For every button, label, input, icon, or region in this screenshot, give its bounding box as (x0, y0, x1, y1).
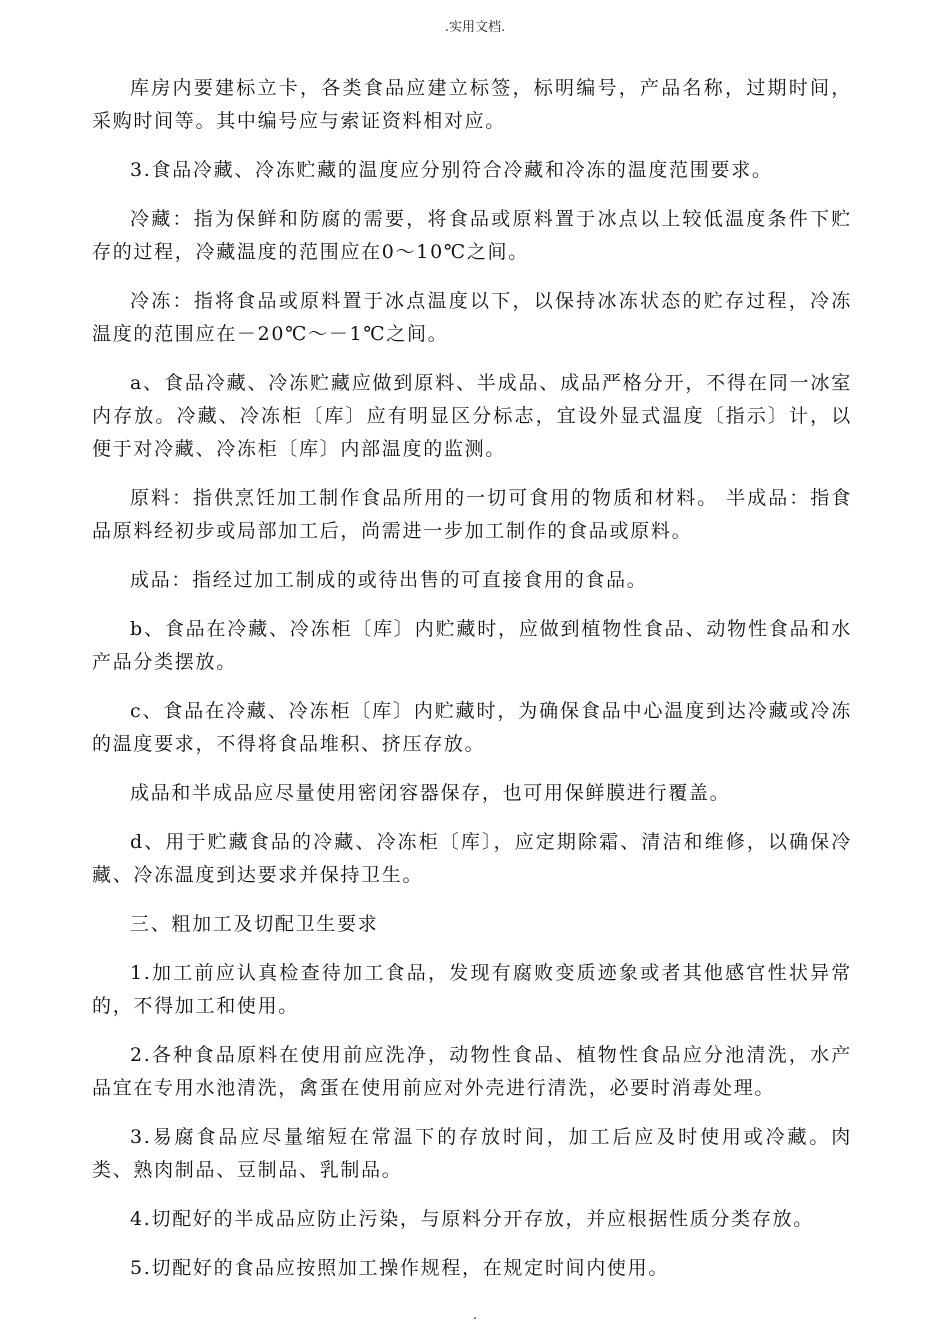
paragraph: b、食品在冷藏、冷冻柜〔库〕内贮藏时，应做到植物性食品、动物性食品和水产品分类摆放。 (92, 618, 852, 673)
paragraph: 库房内要建标立卡，各类食品应建立标签，标明编号，产品名称，过期时间，采购时间等。其中编号应与索证资料相对应。 (92, 77, 852, 132)
paragraph: 3.食品冷藏、冷冻贮藏的温度应分别符合冷藏和冷冻的温度范围要求。 (130, 159, 773, 181)
page-header: .实用文档. (444, 20, 506, 35)
paragraph: 成品和半成品应尽量使用密闭容器保存，也可用保鲜膜进行覆盖。 (130, 782, 731, 804)
paragraph: a、食品冷藏、冷冻贮藏应做到原料、半成品、成品严格分开，不得在同一冰室内存放。冷藏、冷冻柜〔库〕应有明显区分标志，宜设外显式温度〔指示〕计，以便于对冷藏、冷冻柜〔库〕内部温度的监测。 (92, 372, 852, 460)
paragraph: 2.各种食品原料在使用前应洗净，动物性食品、植物性食品应分池清洗，水产品宜在专用水池清洗，禽蛋在使用前应对外壳进行清洗，必要时消毒处理。 (92, 1044, 852, 1099)
paragraph: 5.切配好的食品应按照加工操作规程，在规定时间内使用。 (130, 1257, 670, 1279)
paragraph: c、食品在冷藏、冷冻柜〔库〕内贮藏时，为确保食品中心温度到达冷藏或冷冻的温度要求，不得将食品堆积、挤压存放。 (92, 700, 852, 755)
paragraph: 4.切配好的半成品应防止污染，与原料分开存放，并应根据性质分类存放。 (130, 1208, 814, 1230)
page-footer: . (472, 1308, 478, 1323)
paragraph: d、用于贮藏食品的冷藏、冷冻柜〔库〕，应定期除霜、清洁和维修，以确保冷藏、冷冻温度到达要求并保持卫生。 (92, 831, 852, 886)
paragraph: 成品：指经过加工制成的或待出售的可直接食用的食品。 (130, 569, 648, 591)
document-body (92, 72, 852, 1301)
paragraph: 冷藏：指为保鲜和防腐的需要，将食品或原料置于冰点以上较低温度条件下贮存的过程，冷藏温度的范围应在0～10℃之间。 (92, 208, 852, 263)
paragraph: 原料：指供烹饪加工制作食品所用的一切可食用的物质和材料。 半成品：指食品原料经初步或局部加工后，尚需进一步加工制作的食品或原料。 (92, 487, 852, 542)
section-heading: 三、粗加工及切配卫生要求 (130, 913, 379, 935)
paragraph: 冷冻：指将食品或原料置于冰点温度以下，以保持冰冻状态的贮存过程，冷冻温度的范围应在－20℃～－1℃之间。 (92, 290, 852, 345)
paragraph: 1.加工前应认真检查待加工食品，发现有腐败变质迹象或者其他感官性状异常的，不得加工和使用。 (92, 962, 852, 1017)
paragraph: 3.易腐食品应尽量缩短在常温下的存放时间，加工后应及时使用或冷藏。肉类、熟肉制品、豆制品、乳制品。 (92, 1126, 852, 1181)
